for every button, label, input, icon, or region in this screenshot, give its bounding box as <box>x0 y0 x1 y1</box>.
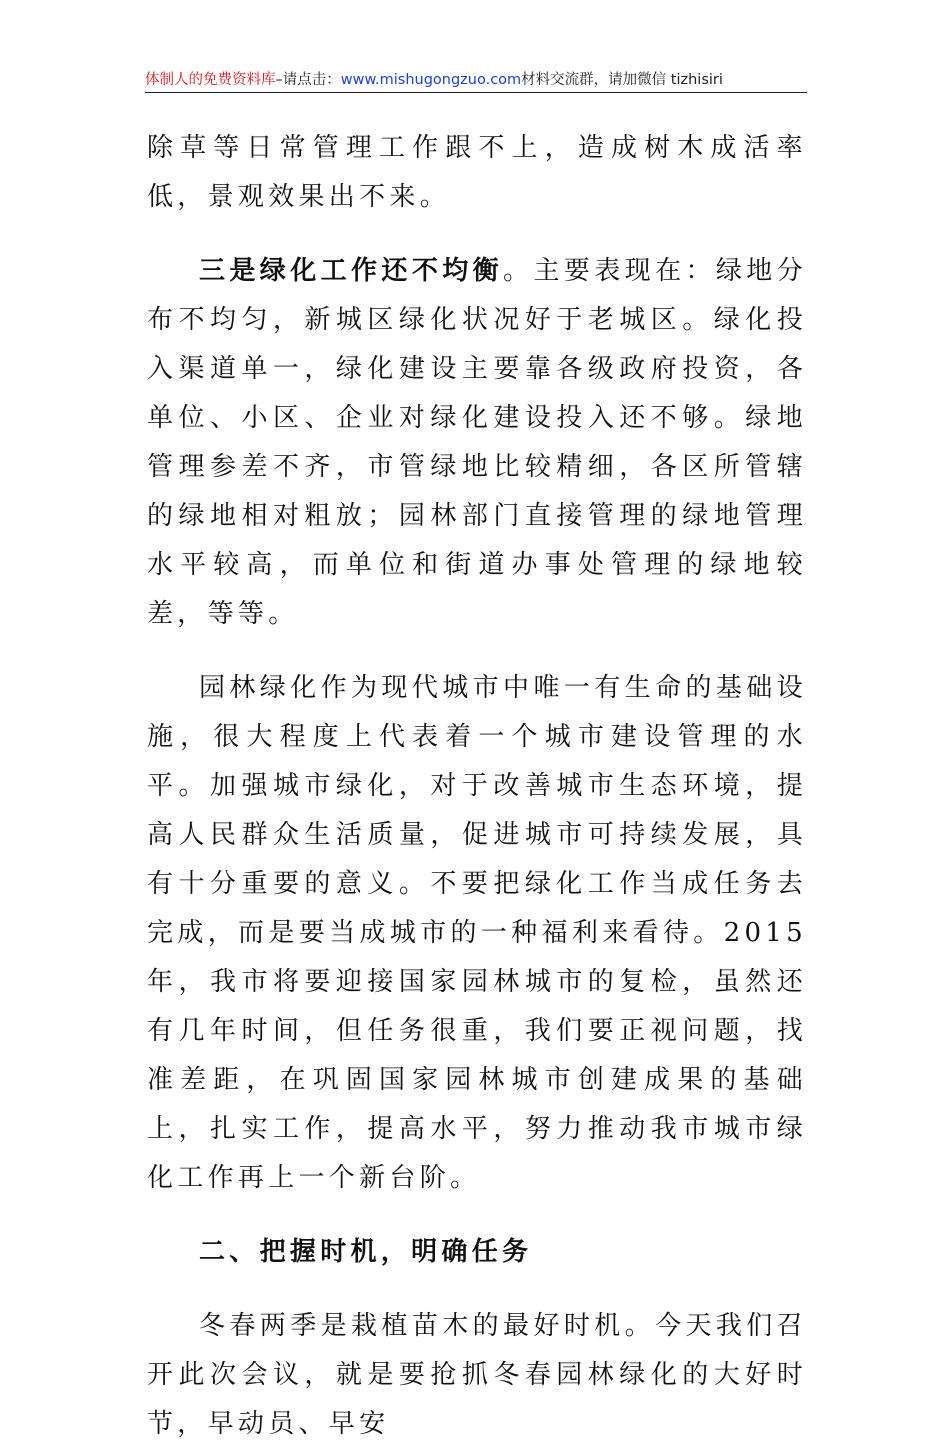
header-contact: 材料交流群，请加微信 tizhisiri <box>521 72 723 88</box>
document-body <box>147 124 807 1449</box>
paragraph-4: 冬春两季是栽植苗木的最好时机。今天我们召开此次会议，就是要抢抓冬春园林绿化的大好时节，早动员、早安 <box>147 1311 807 1439</box>
paragraph-2-text: 。主要表现在：绿地分布不均匀，新城区绿化状况好于老城区。绿化投入渠道单一，绿化建设主要靠各级政府投资，各单位、小区、企业对绿化建设投入还不够。绿地管理参差不齐，市管绿地比较精细，各区所管辖的绿地相对粗放；园林部门直接管理的绿地管理水平较高，而单位和街道办事处管理的绿地较差，等等。 <box>147 256 807 629</box>
header-prompt: –请点击： <box>275 72 341 88</box>
header-brand: 体制人的免费资料库 <box>145 72 276 88</box>
paragraph-2-lead: 三是绿化工作还不均衡 <box>199 256 504 286</box>
paragraph-1: 除草等日常管理工作跟不上，造成树木成活率低，景观效果出不来。 <box>147 133 807 212</box>
paragraph-3: 园林绿化作为现代城市中唯一有生命的基础设施，很大程度上代表着一个城市建设管理的水平。加强城市绿化，对于改善城市生态环境，提高人民群众生活质量，促进城市可持续发展，具有十分重要的意义。不要把绿化工作当成任务去完成，而是要当成城市的一种福利来看待。2015年，我市将要迎接国家园林城市的复检，虽然还有几年时间，但任务很重，我们要正视问题，找准差距，在巩固国家园林城市创建成果的基础上，扎实工作，提高水平，努力推动我市城市绿化工作再上一个新台阶。 <box>147 673 807 1193</box>
section-heading: 二、把握时机，明确任务 <box>199 1237 533 1267</box>
page-header <box>145 70 807 93</box>
header-link[interactable]: www.mishugongzuo.com <box>340 72 522 88</box>
paragraph-2 <box>147 247 807 639</box>
